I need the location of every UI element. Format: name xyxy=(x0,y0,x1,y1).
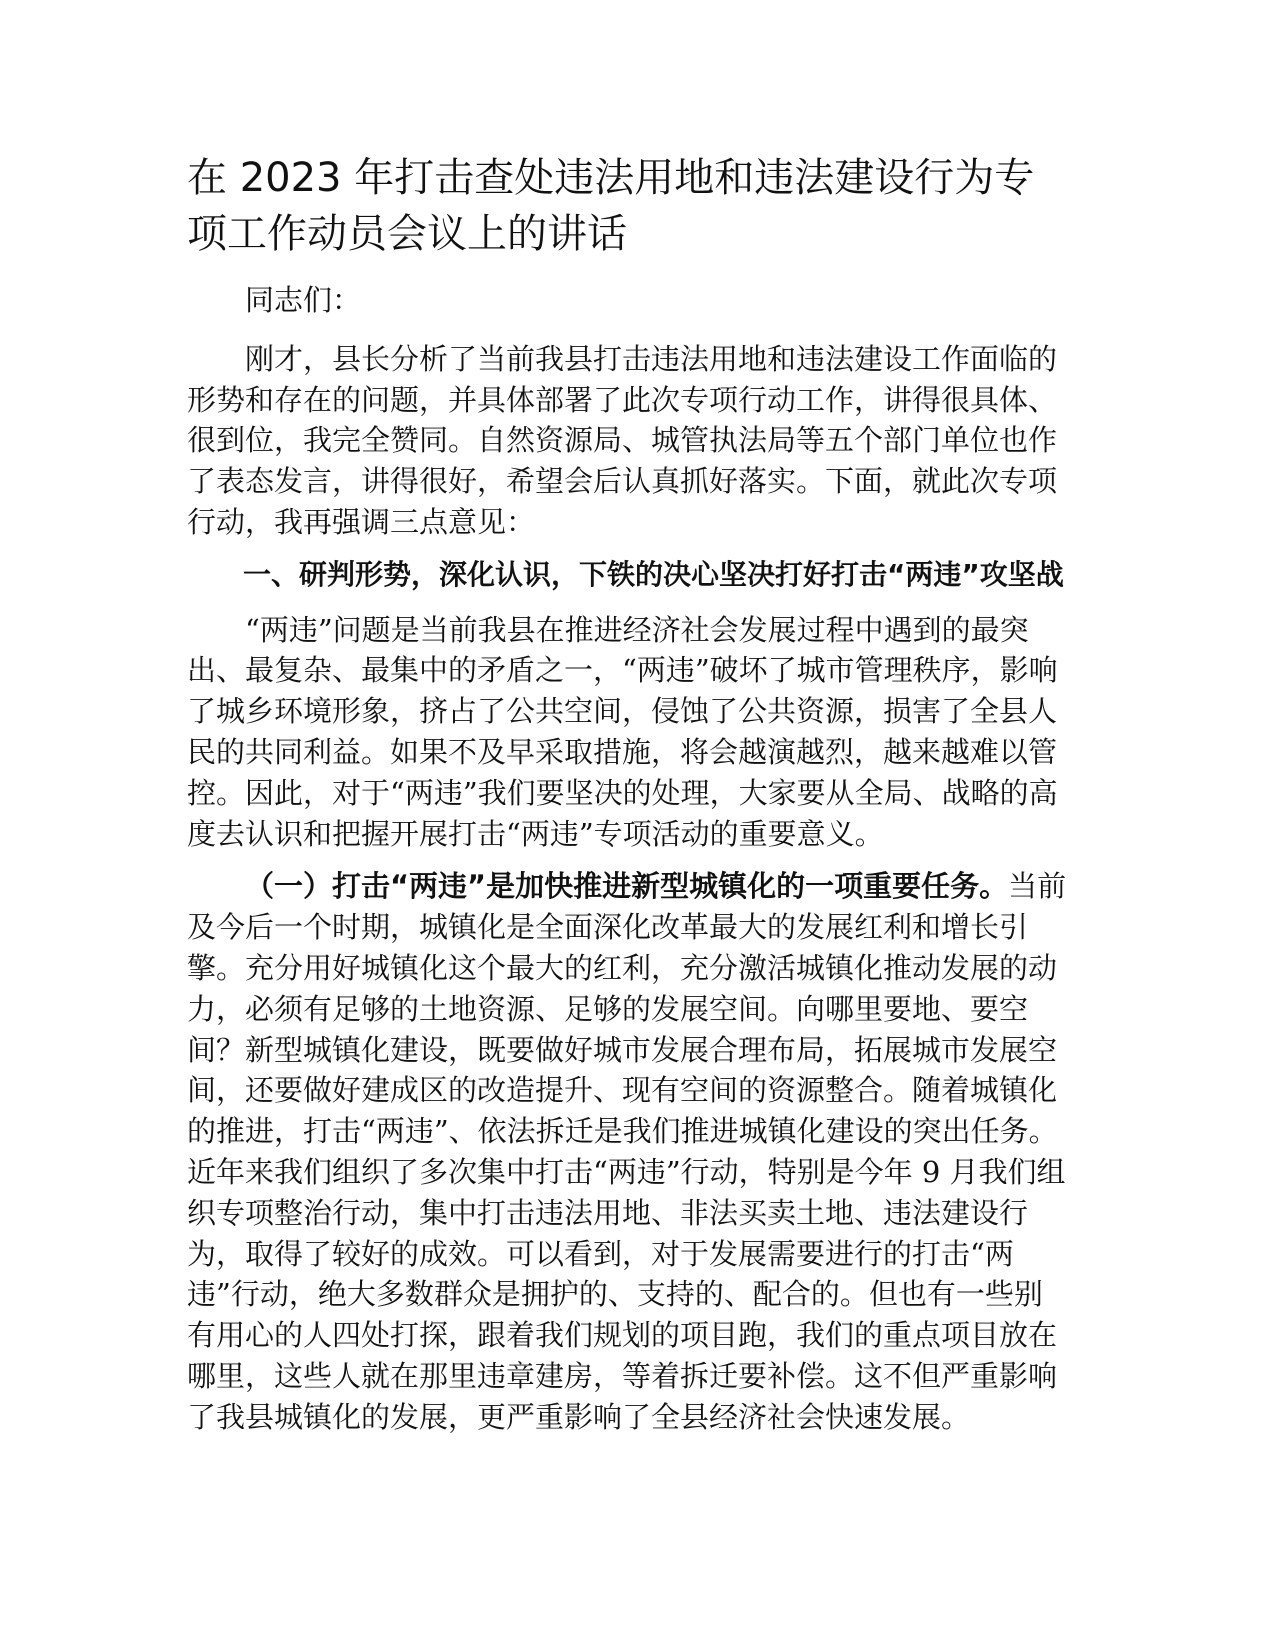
subsection-paragraph xyxy=(187,866,1067,1437)
document-page xyxy=(187,150,1067,1450)
section-paragraph: “两违”问题是当前我县在推进经济社会发展过程中遇到的最突出、最复杂、最集中的矛盾之一，“两违”破坏了城市管理秩序，影响了城乡环境形象，挤占了公共空间，侵蚀了公共资源，损害了全县人民的共同利益。如果不及早采取措施，将会越演越烈，越来越难以管控。因此，对于“两违”我们要坚决的处理，大家要从全局、战略的高度去认识和把握开展打击“两违”专项活动的重要意义。 xyxy=(187,612,1058,851)
section-heading: 一、研判形势，深化认识，下铁的决心坚决打好打击“两违”攻坚战 xyxy=(243,557,1064,591)
subsection-body: 当前及今后一个时期，城镇化是全面深化改革最大的发展红利和增长引擎。充分用好城镇化这个最大的红利，充分激活城镇化推动发展的动力，必须有足够的土地资源、足够的发展空间。向哪里要地、要空间？新型城镇化建设，既要做好城市发展合理布局，拓展城市发展空间，还要做好建成区的改造提升、现有空间的资源整合。随着城镇化的推进，打击“两违”、依法拆迁是我们推进城镇化建设的突出任务。近年来我们组织了多次集中打击“两违”行动，特别是今年 9 月我们组织专项整治行动，集中打击违法用地、非法买卖土地、违法建设行为，取得了较好的成效。可以看到，对于发展需要进行的打击“两违”行动，绝大多数群众是拥护的、支持的、配合的。但也有一些别有用心的人四处打探，跟着我们规划的项目跑，我们的重点项目放在哪里，这些人就在那里违章建房，等着拆迁要补偿。这不但严重影响了我县城镇化的发展，更严重影响了全县经济社会快速发展。 xyxy=(187,869,1067,1434)
subsection-lead: （一）打击“两违”是加快推进新型城镇化的一项重要任务。 xyxy=(245,869,1009,904)
intro-paragraph: 刚才，县长分析了当前我县打击违法用地和违法建设工作面临的形势和存在的问题，并具体部署了此次专项行动工作，讲得很具体、很到位，我完全赞同。自然资源局、城管执法局等五个部门单位也作了表态发言，讲得很好，希望会后认真抓好落实。下面，就此次专项行动，我再强调三点意见： xyxy=(187,341,1058,539)
document-title: 在 2023 年打击查处违法用地和违法建设行为专项工作动员会议上的讲话 xyxy=(187,155,1035,257)
greeting: 同志们： xyxy=(245,283,362,317)
